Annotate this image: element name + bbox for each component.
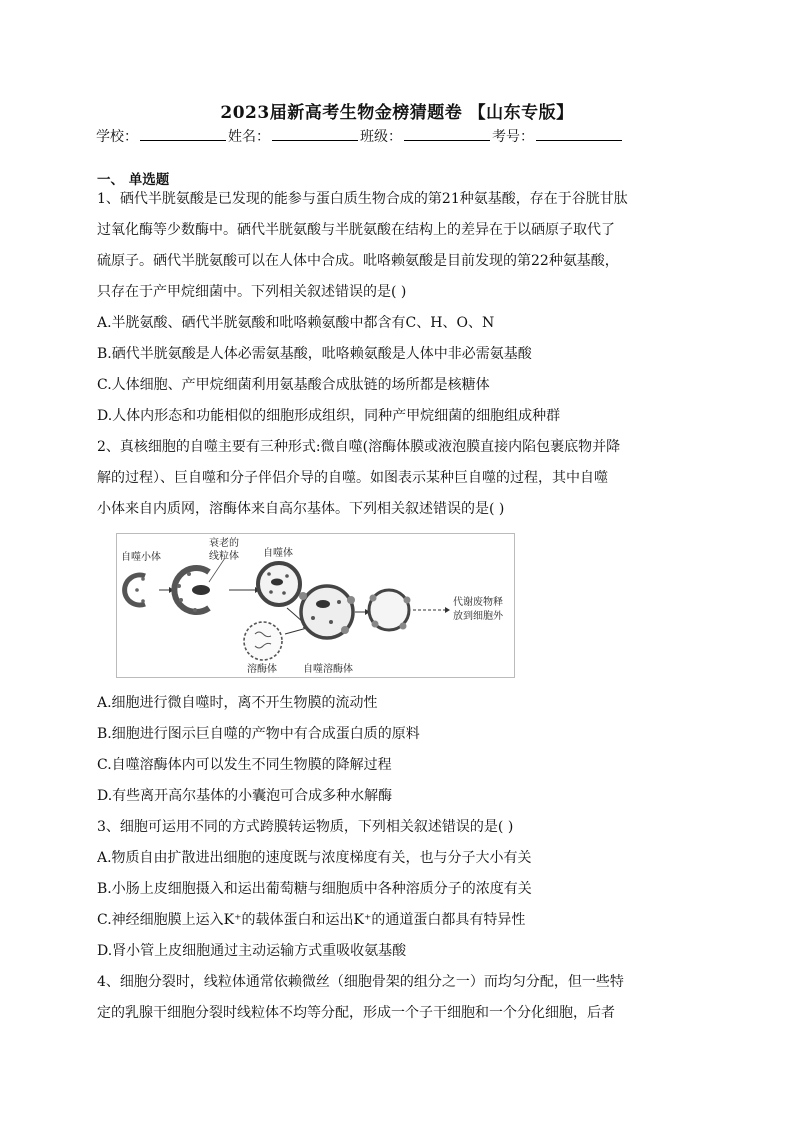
question-3 xyxy=(97,812,697,967)
question-line: 小体来自内质网，溶酶体来自高尔基体。下列相关叙述错误的是( ) xyxy=(97,501,505,517)
question-2-options xyxy=(97,688,697,812)
question-4 xyxy=(97,967,697,1029)
label-waste-1: 代谢废物释 xyxy=(453,597,503,608)
option-d: D.有些离开高尔基体的小囊泡可合成多种水解酶 xyxy=(97,788,393,804)
option-b: B.细胞进行图示巨自噬的产物中有合成蛋白质的原料 xyxy=(97,726,420,742)
question-line: 只存在于产甲烷细菌中。下列相关叙述错误的是( ) xyxy=(97,284,407,300)
question-1 xyxy=(97,184,697,432)
option-b: B.小肠上皮细胞摄入和运出葡萄糖与细胞质中各种溶质分子的浓度有关 xyxy=(97,881,532,897)
autophagy-diagram xyxy=(117,534,514,677)
option-b: B.硒代半胱氨酸是人体必需氨基酸，吡咯赖氨酸是人体中非必需氨基酸 xyxy=(97,346,532,362)
name-label: 姓名： xyxy=(228,129,270,145)
question-2 xyxy=(97,432,697,525)
question-line: 3、细胞可运用不同的方式跨膜转运物质，下列相关叙述错误的是( ) xyxy=(97,819,514,835)
autophagy-figure xyxy=(116,533,515,678)
section-heading: 一、 单选题 xyxy=(97,172,170,188)
option-c: C.神经细胞膜上运入K⁺的载体蛋白和运出K⁺的通道蛋白都具有特异性 xyxy=(97,912,526,928)
name-blank[interactable] xyxy=(272,126,358,141)
final-vesicle-shape xyxy=(369,590,411,630)
exam-no-label: 考号： xyxy=(492,129,534,145)
question-line: 4、细胞分裂时，线粒体通常依赖微丝（细胞骨架的组分之一）而均匀分配，但一些特 xyxy=(97,974,624,990)
class-label: 班级： xyxy=(360,129,402,145)
exam-no-blank[interactable] xyxy=(536,126,622,141)
class-blank[interactable] xyxy=(404,126,490,141)
student-info-row xyxy=(96,126,716,146)
question-line: 过氧化酶等少数酶中。硒代半胱氨酸与半胱氨酸在结构上的差异在于以硒原子取代了 xyxy=(97,222,615,238)
school-label: 学校： xyxy=(96,129,138,145)
label-old-mitochondria-1: 衰老的 xyxy=(209,538,239,549)
question-line: 1、硒代半胱氨酸是已发现的能参与蛋白质生物合成的第21种氨基酸，存在于谷胱甘肽 xyxy=(97,191,628,207)
label-waste-2: 放到细胞外 xyxy=(453,611,503,622)
question-line: 硫原子。硒代半胱氨酸可以在人体中合成。吡咯赖氨酸是目前发现的第22种氨基酸， xyxy=(97,253,619,269)
option-c: C.自噬溶酶体内可以发生不同生物膜的降解过程 xyxy=(97,757,392,773)
school-blank[interactable] xyxy=(140,126,226,141)
autophagosome-shape xyxy=(125,575,145,605)
question-line: 定的乳腺干细胞分裂时线粒体不均等分配，形成一个子干细胞和一个分化细胞，后者 xyxy=(97,1005,615,1021)
option-c: C.人体细胞、产甲烷细菌利用氨基酸合成肽链的场所都是核糖体 xyxy=(97,377,490,393)
arrow xyxy=(285,628,307,634)
label-autophagosome: 自噬小体 xyxy=(121,552,161,563)
question-line: 解的过程）、巨自噬和分子伴侣介导的自噬。如图表示某种巨自噬的过程，其中自噬 xyxy=(97,470,608,486)
autophagy-body-shape xyxy=(258,563,300,605)
option-a: A.细胞进行微自噬时，离不开生物膜的流动性 xyxy=(97,695,378,711)
option-d: D.人体内形态和功能相似的细胞形成组织，同种产甲烷细菌的细胞组成种群 xyxy=(97,408,561,424)
lysosome-shape xyxy=(244,622,282,660)
label-lysosome: 溶酶体 xyxy=(247,664,277,675)
autolysosome-shape xyxy=(299,586,355,638)
engulfing-stage xyxy=(174,568,210,612)
question-line: 2、真核细胞的自噬主要有三种形式:微自噬(溶酶体膜或液泡膜直接内陷包裹底物并降 xyxy=(97,439,621,455)
option-a: A.物质自由扩散进出细胞的速度既与浓度梯度有关，也与分子大小有关 xyxy=(97,850,532,866)
option-d: D.肾小管上皮细胞通过主动运输方式重吸收氨基酸 xyxy=(97,943,407,959)
label-autophagy-body: 自噬体 xyxy=(263,548,293,559)
label-autolysosome: 自噬溶酶体 xyxy=(303,664,353,675)
label-old-mitochondria-2: 线粒体 xyxy=(209,551,239,562)
option-a: A.半胱氨酸、硒代半胱氨酸和吡咯赖氨酸中都含有C、H、O、N xyxy=(97,315,495,331)
exam-title: 2023届新高考生物金榜猜题卷 【山东专版】 xyxy=(220,103,574,123)
